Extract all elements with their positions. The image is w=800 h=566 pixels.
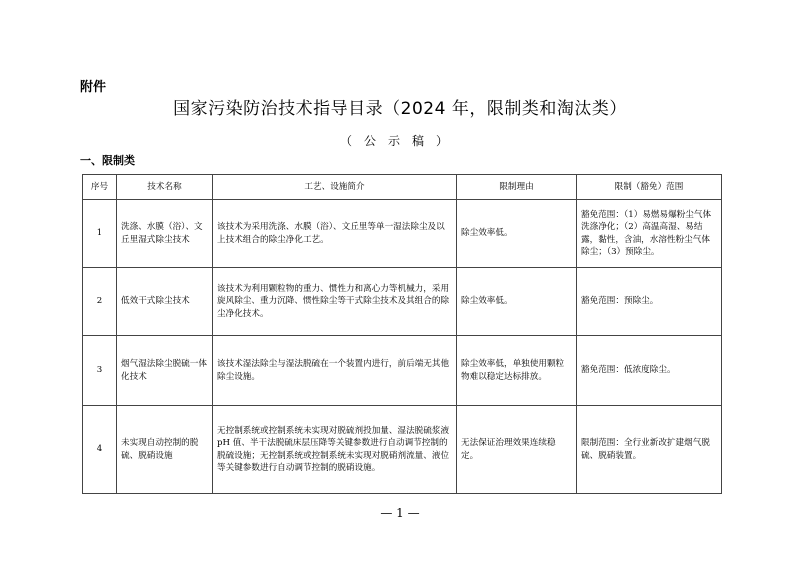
cell-name: 低效干式除尘技术 (117, 268, 213, 336)
cell-reason: 除尘效率低。 (457, 200, 577, 268)
cell-reason: 除尘效率低。 (457, 268, 577, 336)
cell-scope: 豁免范围：预除尘。 (577, 268, 722, 336)
cell-reason: 除尘效率低，单独使用颗粒物难以稳定达标排放。 (457, 336, 577, 406)
table-header-row (83, 175, 722, 200)
restriction-table (82, 174, 722, 494)
document-title: 国家污染防治技术指导目录（2024 年，限制类和淘汰类） (173, 99, 627, 119)
section-heading: 一、限制类 (80, 154, 135, 167)
header-scope: 限制（豁免）范围 (577, 175, 722, 200)
cell-desc: 该技术湿法除尘与湿法脱硫在一个装置内进行，前后端无其他除尘设施。 (213, 336, 457, 406)
cell-name: 烟气湿法除尘脱硫一体化技术 (117, 336, 213, 406)
cell-name: 洗涤、水膜（浴）、文丘里湿式除尘技术 (117, 200, 213, 268)
cell-no: 2 (83, 268, 117, 336)
cell-reason: 无法保证治理效果连续稳定。 (457, 406, 577, 494)
cell-no: 3 (83, 336, 117, 406)
cell-name: 未实现自动控制的脱硫、脱硝设施 (117, 406, 213, 494)
cell-scope: 豁免范围：（1）易燃易爆粉尘气体洗涤净化；（2）高温高湿、易结露，黏性，含油，水溶性粉尘气体除尘；（3）预除尘。 (577, 200, 722, 268)
header-name: 技术名称 (117, 175, 213, 200)
header-no: 序号 (83, 175, 117, 200)
document-subtitle: （公示稿） (339, 134, 460, 148)
attachment-label: 附件 (80, 80, 107, 95)
table-row (83, 200, 722, 268)
cell-no: 1 (83, 200, 117, 268)
table-row (83, 406, 722, 494)
cell-desc: 该技术为利用颗粒物的重力、惯性力和离心力等机械力，采用旋风除尘、重力沉降、惯性除尘等干式除尘技术及其组合的除尘净化技术。 (213, 268, 457, 336)
page-number: — 1 — (380, 506, 420, 520)
cell-desc: 无控制系统或控制系统未实现对脱硫剂投加量、湿法脱硫浆液 pH 值、半干法脱硫床层压降等关键参数进行自动调节控制的脱硫设施；无控制系统或控制系统未实现对脱硝剂流量、液位等关键参数进行自动调节控制的脱硝设施。 (213, 406, 457, 494)
cell-scope: 豁免范围：低浓度除尘。 (577, 336, 722, 406)
cell-scope: 限制范围：全行业新改扩建烟气脱硫、脱硝装置。 (577, 406, 722, 494)
cell-desc: 该技术为采用洗涤、水膜（浴）、文丘里等单一湿法除尘及以上技术组合的除尘净化工艺。 (213, 200, 457, 268)
header-reason: 限制理由 (457, 175, 577, 200)
table-row (83, 268, 722, 336)
table-row (83, 336, 722, 406)
cell-no: 4 (83, 406, 117, 494)
header-desc: 工艺、设施简介 (213, 175, 457, 200)
